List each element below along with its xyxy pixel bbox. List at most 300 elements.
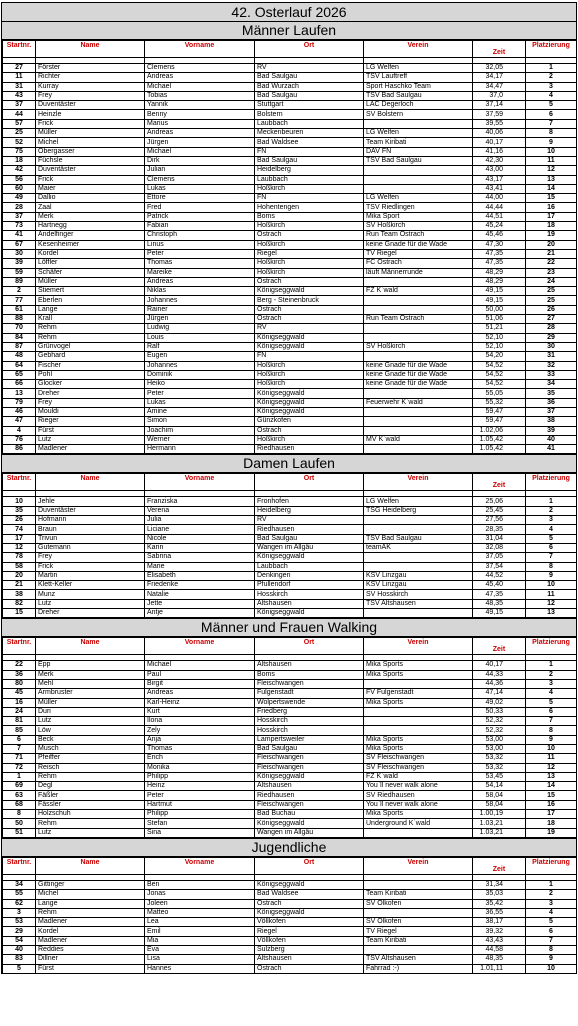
name-cell: Hartnegg (36, 222, 145, 231)
table-row (3, 277, 577, 286)
ort-cell: Fronhofen (255, 497, 364, 506)
table-row (3, 259, 577, 268)
startnr-cell: 83 (3, 955, 36, 964)
platz-cell: 14 (526, 782, 577, 791)
platz-cell: 9 (526, 735, 577, 744)
table-row (3, 333, 577, 342)
vorname-cell: Thomas (145, 745, 255, 754)
startnr-cell: 3 (3, 908, 36, 917)
table-row (3, 782, 577, 791)
vorname-cell: Philipp (145, 772, 255, 781)
platz-cell: 6 (526, 927, 577, 936)
ort-cell: Meckenbeuren (255, 129, 364, 138)
ort-cell: Pfullendorf (255, 581, 364, 590)
vorname-cell: Andreas (145, 73, 255, 82)
ort-cell: Hoßkirch (255, 435, 364, 444)
ort-cell: Königseggwald (255, 398, 364, 407)
name-cell: Merk (36, 212, 145, 221)
startnr-cell: 1 (3, 772, 36, 781)
name-cell: Lutz (36, 828, 145, 837)
ort-cell: Hoßkirch (255, 380, 364, 389)
table-row (3, 927, 577, 936)
zeit-cell: 45,46 (473, 231, 526, 240)
vorname-cell: Natalie (145, 590, 255, 599)
platz-cell: 18 (526, 819, 577, 828)
table-row (3, 194, 577, 203)
name-cell: Frick (36, 562, 145, 571)
verein-cell (364, 726, 473, 735)
name-cell: Frey (36, 553, 145, 562)
zeit-cell: 1.02,06 (473, 426, 526, 435)
startnr-cell: 13 (3, 389, 36, 398)
platz-cell: 40 (526, 435, 577, 444)
table-row (3, 203, 577, 212)
zeit-cell: 49,15 (473, 287, 526, 296)
zeit-cell: 45,24 (473, 222, 526, 231)
vorname-cell: Liciane (145, 525, 255, 534)
startnr-cell: 55 (3, 890, 36, 899)
zeit-cell: 53,32 (473, 763, 526, 772)
platz-cell: 16 (526, 800, 577, 809)
vorname-cell: Benny (145, 110, 255, 119)
vorname-cell: Heiko (145, 380, 255, 389)
platz-cell: 3 (526, 516, 577, 525)
name-cell: Frick (36, 175, 145, 184)
platz-cell: 6 (526, 707, 577, 716)
vorname-cell: Werner (145, 435, 255, 444)
header-name: Name (36, 857, 145, 874)
startnr-cell: 75 (3, 147, 36, 156)
table-row (3, 745, 577, 754)
startnr-cell: 71 (3, 754, 36, 763)
platz-cell: 30 (526, 342, 577, 351)
table-header-row (3, 41, 577, 58)
startnr-cell: 7 (3, 745, 36, 754)
header-ort: Ort (255, 41, 364, 58)
ort-cell: Hoßkirch (255, 222, 364, 231)
zeit-cell: 47,35 (473, 259, 526, 268)
platz-cell: 36 (526, 398, 577, 407)
table-row (3, 445, 577, 454)
vorname-cell: Ben (145, 880, 255, 889)
table-header-row (3, 638, 577, 655)
ort-cell: Bad Wurzach (255, 82, 364, 91)
platz-cell: 8 (526, 129, 577, 138)
zeit-cell: 39,32 (473, 927, 526, 936)
table-row (3, 661, 577, 670)
ort-cell: Riegel (255, 927, 364, 936)
ort-cell: Königseggwald (255, 880, 364, 889)
vorname-cell: Ettore (145, 194, 255, 203)
startnr-cell: 77 (3, 296, 36, 305)
zeit-cell: 58,04 (473, 800, 526, 809)
zeit-cell: 43,17 (473, 175, 526, 184)
ort-cell: Fleischwangen (255, 754, 364, 763)
name-cell: Duventäster (36, 506, 145, 515)
verein-cell (364, 525, 473, 534)
zeit-cell: 47,14 (473, 689, 526, 698)
ort-cell: Königseggwald (255, 819, 364, 828)
startnr-cell: 39 (3, 259, 36, 268)
ort-cell: Laubbach (255, 562, 364, 571)
platz-cell: 5 (526, 918, 577, 927)
platz-cell: 2 (526, 890, 577, 899)
zeit-cell: 55,05 (473, 389, 526, 398)
platz-cell: 11 (526, 156, 577, 165)
vorname-cell: Hannes (145, 964, 255, 973)
ort-cell: Königseggwald (255, 609, 364, 618)
name-cell: Krall (36, 315, 145, 324)
name-cell: Reisch (36, 763, 145, 772)
platz-cell: 12 (526, 166, 577, 175)
verein-cell: Sport Haschko Team (364, 82, 473, 91)
verein-cell: TSV Riedlingen (364, 203, 473, 212)
platz-cell: 15 (526, 791, 577, 800)
zeit-cell: 54,52 (473, 380, 526, 389)
table-row (3, 324, 577, 333)
name-cell: Kurray (36, 82, 145, 91)
verein-cell: FV Fulgenstadt (364, 689, 473, 698)
ort-cell: Hoßkirch (255, 361, 364, 370)
startnr-cell: 17 (3, 534, 36, 543)
platz-cell: 26 (526, 305, 577, 314)
table-row (3, 936, 577, 945)
platz-cell: 4 (526, 689, 577, 698)
name-cell: Müller (36, 698, 145, 707)
zeit-cell: 59,47 (473, 407, 526, 416)
name-cell: Michel (36, 138, 145, 147)
table-header-row (3, 474, 577, 491)
name-cell: Eberlen (36, 296, 145, 305)
verein-cell: SV Hoßkirch (364, 222, 473, 231)
vorname-cell: Lukas (145, 398, 255, 407)
table-row (3, 268, 577, 277)
zeit-cell: 32,08 (473, 543, 526, 552)
platz-cell: 13 (526, 609, 577, 618)
verein-cell: Team Kiribati (364, 936, 473, 945)
ort-cell: Königseggwald (255, 553, 364, 562)
sections-container (2, 22, 576, 974)
ort-cell: Bad Waldsee (255, 138, 364, 147)
verein-cell: Mika Sports (364, 735, 473, 744)
verein-cell (364, 717, 473, 726)
ort-cell: Ostrach (255, 305, 364, 314)
platz-cell: 4 (526, 525, 577, 534)
ort-cell: Hosskirch (255, 726, 364, 735)
zeit-cell: 54,14 (473, 782, 526, 791)
section-title: Damen Laufen (2, 454, 576, 473)
table-row (3, 516, 577, 525)
ort-cell: Friedberg (255, 707, 364, 716)
name-cell: Pfeiffer (36, 754, 145, 763)
platz-cell: 18 (526, 222, 577, 231)
header-name: Name (36, 638, 145, 655)
name-cell: Rehm (36, 324, 145, 333)
startnr-cell: 6 (3, 735, 36, 744)
ort-cell: Völlkofen (255, 918, 364, 927)
platz-cell: 8 (526, 562, 577, 571)
verein-cell: SV Fleischwangen (364, 754, 473, 763)
zeit-cell: 50,00 (473, 305, 526, 314)
vorname-cell: Joleen (145, 899, 255, 908)
name-cell: Frey (36, 91, 145, 100)
startnr-cell: 51 (3, 828, 36, 837)
vorname-cell: Marie (145, 562, 255, 571)
vorname-cell: Mia (145, 936, 255, 945)
vorname-cell: Hartmut (145, 800, 255, 809)
ort-cell: Königseggwald (255, 772, 364, 781)
ort-cell: RV (255, 64, 364, 73)
ort-cell: Wangen im Allgäu (255, 828, 364, 837)
startnr-cell: 35 (3, 506, 36, 515)
platz-cell: 1 (526, 880, 577, 889)
platz-cell: 34 (526, 380, 577, 389)
platz-cell: 23 (526, 268, 577, 277)
ort-cell: Wangen im Allgäu (255, 543, 364, 552)
zeit-cell: 58,04 (473, 791, 526, 800)
vorname-cell: Clemens (145, 175, 255, 184)
ort-cell: Bad Saulgau (255, 745, 364, 754)
ort-cell: Königseggwald (255, 342, 364, 351)
header-startnr: Startnr. (3, 474, 36, 491)
platz-cell: 28 (526, 324, 577, 333)
vorname-cell: Nicole (145, 534, 255, 543)
table-row (3, 497, 577, 506)
table-row (3, 380, 577, 389)
verein-cell (364, 609, 473, 618)
vorname-cell: Elisabeth (145, 571, 255, 580)
verein-cell: LAC Degerloch (364, 101, 473, 110)
startnr-cell: 49 (3, 194, 36, 203)
table-row (3, 156, 577, 165)
table-row (3, 287, 577, 296)
name-cell: Klett-Keller (36, 581, 145, 590)
verein-cell (364, 417, 473, 426)
name-cell: Fürst (36, 964, 145, 973)
verein-cell: TSV Bad Saulgau (364, 534, 473, 543)
startnr-cell: 76 (3, 435, 36, 444)
platz-cell: 11 (526, 754, 577, 763)
name-cell: Rieger (36, 417, 145, 426)
startnr-cell: 27 (3, 64, 36, 73)
vorname-cell: Jonas (145, 890, 255, 899)
verein-cell: KSV Linzgau (364, 571, 473, 580)
name-cell: Maier (36, 184, 145, 193)
ort-cell: Fleischwangen (255, 800, 364, 809)
ort-cell: Lampertsweiler (255, 735, 364, 744)
platz-cell: 19 (526, 231, 577, 240)
startnr-cell: 22 (3, 661, 36, 670)
ort-cell: Ostrach (255, 899, 364, 908)
zeit-cell: 40,17 (473, 138, 526, 147)
zeit-cell: 37,0 (473, 91, 526, 100)
startnr-cell: 70 (3, 324, 36, 333)
ort-cell: Riedhausen (255, 525, 364, 534)
startnr-cell: 82 (3, 599, 36, 608)
startnr-cell: 11 (3, 73, 36, 82)
startnr-cell: 81 (3, 717, 36, 726)
verein-cell: Mika Sports (364, 810, 473, 819)
verein-cell: LG Welfen (364, 194, 473, 203)
table-row (3, 599, 577, 608)
platz-cell: 4 (526, 91, 577, 100)
startnr-cell: 72 (3, 763, 36, 772)
table-row (3, 964, 577, 973)
table-row (3, 305, 577, 314)
platz-cell: 3 (526, 899, 577, 908)
table-row (3, 828, 577, 837)
header-zeit: Zeit (473, 857, 526, 874)
zeit-cell: 52,10 (473, 342, 526, 351)
platz-cell: 41 (526, 445, 577, 454)
zeit-cell: 40,17 (473, 661, 526, 670)
header-platz: Platzierung (526, 638, 577, 655)
ort-cell: Ostrach (255, 277, 364, 286)
verein-cell (364, 166, 473, 175)
table-row (3, 352, 577, 361)
name-cell: Lutz (36, 599, 145, 608)
header-zeit: Zeit (473, 41, 526, 58)
zeit-cell: 1.01,11 (473, 964, 526, 973)
name-cell: Heinzle (36, 110, 145, 119)
header-vorname: Vorname (145, 857, 255, 874)
table-row (3, 543, 577, 552)
vorname-cell: Sina (145, 828, 255, 837)
vorname-cell: Yannik (145, 101, 255, 110)
table-row (3, 129, 577, 138)
zeit-cell: 53,45 (473, 772, 526, 781)
name-cell: Löw (36, 726, 145, 735)
verein-cell: keine Gnade für die Wade (364, 240, 473, 249)
verein-cell: You`ll never walk alone (364, 782, 473, 791)
name-cell: Mouldi (36, 407, 145, 416)
zeit-cell: 47,35 (473, 590, 526, 599)
name-cell: Gutemann (36, 543, 145, 552)
table-row (3, 91, 577, 100)
ort-cell: RV (255, 324, 364, 333)
ort-cell: Altshausen (255, 599, 364, 608)
table-row (3, 955, 577, 964)
startnr-cell: 34 (3, 880, 36, 889)
header-platz: Platzierung (526, 857, 577, 874)
platz-cell: 27 (526, 315, 577, 324)
verein-cell (364, 296, 473, 305)
header-ort: Ort (255, 474, 364, 491)
platz-cell: 8 (526, 726, 577, 735)
verein-cell: Underground K`wald (364, 819, 473, 828)
ort-cell: RV (255, 516, 364, 525)
name-cell: Schäfer (36, 268, 145, 277)
startnr-cell: 25 (3, 129, 36, 138)
zeit-cell: 44,58 (473, 946, 526, 955)
name-cell: Duri (36, 707, 145, 716)
zeit-cell: 28,35 (473, 525, 526, 534)
zeit-cell: 38,17 (473, 918, 526, 927)
startnr-cell: 31 (3, 82, 36, 91)
name-cell: Fischer (36, 361, 145, 370)
name-cell: Andelfinger (36, 231, 145, 240)
name-cell: Müller (36, 129, 145, 138)
header-name: Name (36, 41, 145, 58)
ort-cell: Bad Saulgau (255, 91, 364, 100)
table-row (3, 707, 577, 716)
zeit-cell: 32,05 (473, 64, 526, 73)
ort-cell: FN (255, 147, 364, 156)
vorname-cell: Louis (145, 333, 255, 342)
vorname-cell: Verena (145, 506, 255, 515)
name-cell: Frey (36, 398, 145, 407)
ort-cell: Denkingen (255, 571, 364, 580)
name-cell: Pohl (36, 370, 145, 379)
header-startnr: Startnr. (3, 857, 36, 874)
name-cell: Glocker (36, 380, 145, 389)
name-cell: Gittinger (36, 880, 145, 889)
ort-cell: FN (255, 352, 364, 361)
verein-cell: SV Fleischwangen (364, 763, 473, 772)
verein-cell: keine Gnade für die Wade (364, 380, 473, 389)
name-cell: Zaal (36, 203, 145, 212)
table-row (3, 754, 577, 763)
startnr-cell: 30 (3, 249, 36, 258)
verein-cell: Fahrrad :-) (364, 964, 473, 973)
table-row (3, 426, 577, 435)
startnr-cell: 12 (3, 543, 36, 552)
zeit-cell: 49,15 (473, 296, 526, 305)
ort-cell: Berg - Steinenbruck (255, 296, 364, 305)
zeit-cell: 44,52 (473, 571, 526, 580)
table-row (3, 435, 577, 444)
platz-cell: 1 (526, 64, 577, 73)
platz-cell: 35 (526, 389, 577, 398)
vorname-cell: Andreas (145, 689, 255, 698)
verein-cell: Mika Sports (364, 745, 473, 754)
vorname-cell: Sabrina (145, 553, 255, 562)
verein-cell: TV Riegel (364, 927, 473, 936)
zeit-cell: 31,04 (473, 534, 526, 543)
vorname-cell: Paul (145, 670, 255, 679)
platz-cell: 4 (526, 908, 577, 917)
header-ort: Ort (255, 638, 364, 655)
zeit-cell: 44,44 (473, 203, 526, 212)
verein-cell: SV Hoßkirch (364, 342, 473, 351)
vorname-cell: Rainer (145, 305, 255, 314)
name-cell: Jehle (36, 497, 145, 506)
vorname-cell: Michael (145, 82, 255, 91)
zeit-cell: 53,00 (473, 745, 526, 754)
verein-cell: DAV FN (364, 147, 473, 156)
verein-cell: TV Riegel (364, 249, 473, 258)
table-row (3, 819, 577, 828)
table-row (3, 249, 577, 258)
name-cell: Kordel (36, 249, 145, 258)
zeit-cell: 49,15 (473, 609, 526, 618)
table-row (3, 609, 577, 618)
table-row (3, 679, 577, 688)
table-row (3, 147, 577, 156)
results-table (2, 857, 577, 974)
platz-cell: 20 (526, 240, 577, 249)
name-cell: Förster (36, 64, 145, 73)
platz-cell: 39 (526, 426, 577, 435)
platz-cell: 29 (526, 333, 577, 342)
name-cell: Holzschuh (36, 810, 145, 819)
startnr-cell: 24 (3, 707, 36, 716)
startnr-cell: 15 (3, 609, 36, 618)
platz-cell: 37 (526, 407, 577, 416)
table-row (3, 525, 577, 534)
header-verein: Verein (364, 857, 473, 874)
startnr-cell: 80 (3, 679, 36, 688)
